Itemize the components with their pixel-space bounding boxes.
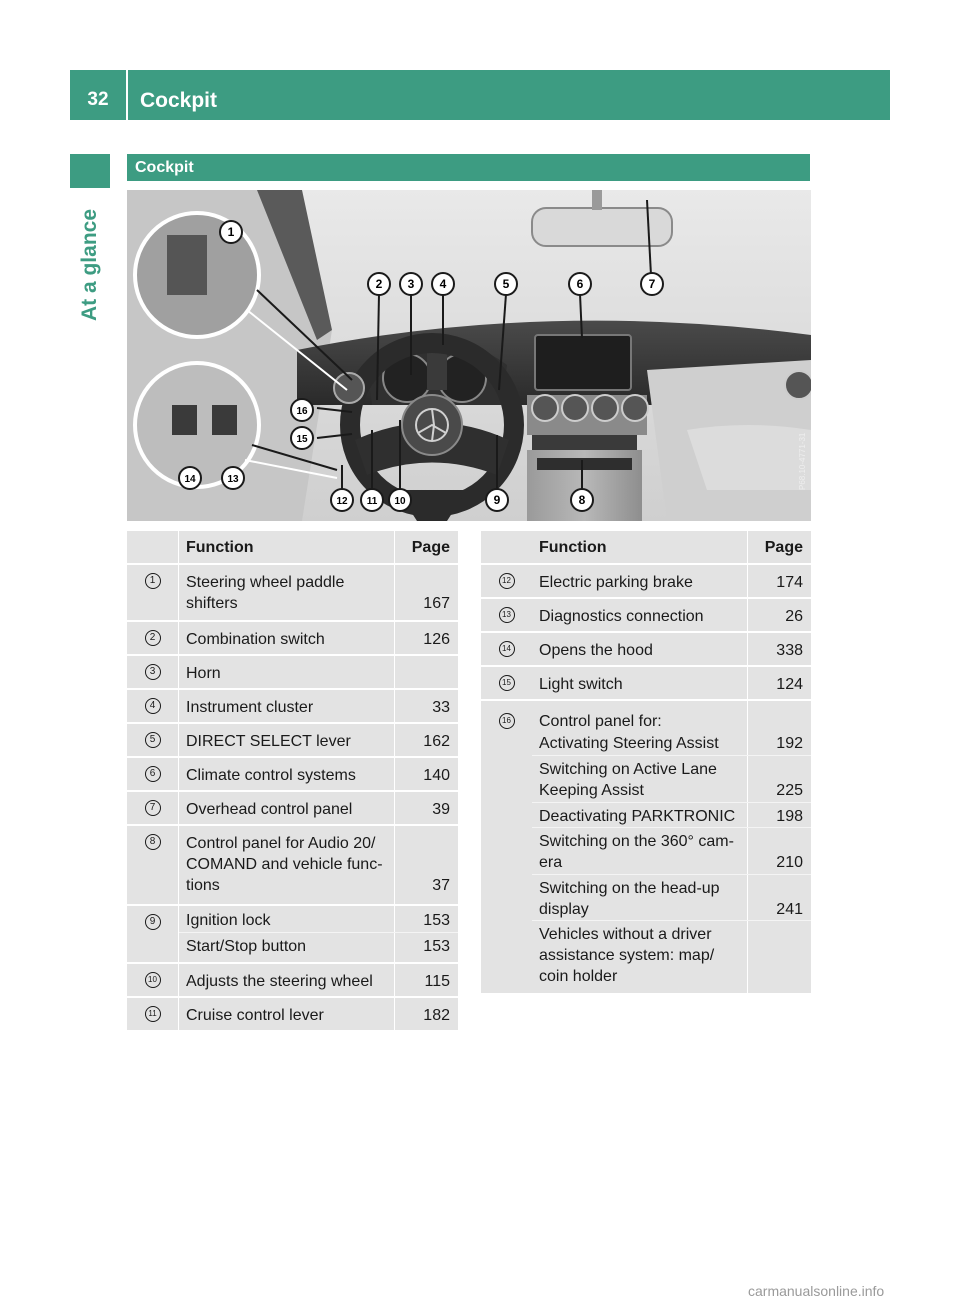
cockpit-photo xyxy=(127,190,811,521)
callout-number-16: 16 xyxy=(499,713,515,729)
page-number: 32 xyxy=(87,89,109,110)
header-divider xyxy=(126,70,128,120)
right-row-16-item-5-function: Switching on the head-up display xyxy=(539,880,720,918)
callout-9 xyxy=(486,489,508,511)
svg-text:11: 11 xyxy=(366,496,378,507)
svg-text:13: 13 xyxy=(227,474,239,485)
right-row-12-function: Electric parking brake xyxy=(539,574,693,591)
left-row-2-function: Combination switch xyxy=(186,631,325,648)
right-row-16-num-cell xyxy=(481,701,532,993)
left-row-10-function: Adjusts the steering wheel xyxy=(186,973,373,990)
right-row-16-item-3-page: 198 xyxy=(776,808,803,825)
section-title-bar xyxy=(127,154,810,181)
left-row-9-function: Ignition lock xyxy=(186,912,271,929)
callout-number-15: 15 xyxy=(499,675,515,691)
right-row-16-item-3-function: Deactivating PARKTRONIC xyxy=(539,808,736,825)
svg-text:6: 6 xyxy=(576,277,584,291)
left-row-11-page: 182 xyxy=(423,1007,450,1024)
right-row-16-item-2-function: Switching on Active Lane Keeping Assist xyxy=(539,761,717,799)
svg-text:9: 9 xyxy=(493,493,501,507)
right-row-16-separator-1 xyxy=(532,755,811,756)
callout-4 xyxy=(432,273,454,295)
left-row-8-function: Control panel for Audio 20/ COMAND and vehicle func- tions xyxy=(186,835,383,894)
callout-number-5: 5 xyxy=(145,732,161,748)
right-row-16-item-1-function: Activating Steering Assist xyxy=(539,735,719,752)
right-row-14-function: Opens the hood xyxy=(539,642,653,659)
svg-text:4: 4 xyxy=(439,277,447,291)
right-row-16-item-2-page: 225 xyxy=(776,782,803,799)
left-row-9-sub-page: 153 xyxy=(423,938,450,955)
right-header-num-cell xyxy=(481,531,532,563)
svg-text:1: 1 xyxy=(227,225,235,239)
left-row-9-sub-function: Start/Stop button xyxy=(186,938,307,955)
callout-number-4: 4 xyxy=(145,698,161,714)
callout-15 xyxy=(291,427,313,449)
right-row-16-item-4-function: Switching on the 360° cam- era xyxy=(539,833,734,871)
callout-6 xyxy=(569,273,591,295)
callout-11 xyxy=(361,489,383,511)
section-title: Cockpit xyxy=(135,159,194,176)
left-row-1-page: 167 xyxy=(423,595,450,612)
right-row-16-separator-3 xyxy=(532,827,811,828)
right-row-16-item-5-page: 241 xyxy=(776,901,803,918)
svg-text:10: 10 xyxy=(394,496,406,507)
left-row-5-page: 162 xyxy=(423,733,450,750)
callout-10 xyxy=(389,489,411,511)
left-row-4-function: Instrument cluster xyxy=(186,699,314,716)
callout-number-10: 10 xyxy=(145,972,161,988)
right-row-16-item-4-page: 210 xyxy=(776,854,803,871)
page-title: Cockpit xyxy=(140,89,218,112)
side-tab-text: At a glance xyxy=(78,208,101,322)
right-row-16-item-1-page: 192 xyxy=(776,735,803,752)
right-row-16-intro: Control panel for: xyxy=(539,713,662,730)
svg-text:14: 14 xyxy=(184,474,196,485)
svg-text:5: 5 xyxy=(502,277,510,291)
callout-5 xyxy=(495,273,517,295)
callout-8 xyxy=(571,489,593,511)
callout-number-12: 12 xyxy=(499,573,515,589)
callout-number-8: 8 xyxy=(145,834,161,850)
left-header-function: Function xyxy=(186,539,254,556)
right-row-16-separator-5 xyxy=(532,920,811,921)
left-row-7-function: Overhead control panel xyxy=(186,801,353,818)
right-row-12-page: 174 xyxy=(776,574,803,591)
left-row-5-function: DIRECT SELECT lever xyxy=(186,733,351,750)
right-header-function: Function xyxy=(539,539,607,556)
right-row-14-page: 338 xyxy=(776,642,803,659)
svg-text:2: 2 xyxy=(375,277,383,291)
right-row-13-page: 26 xyxy=(785,608,803,625)
svg-text:16: 16 xyxy=(296,406,308,417)
callout-3 xyxy=(400,273,422,295)
watermark: carmanualsonline.info xyxy=(748,1283,885,1299)
right-row-16-separator-4 xyxy=(532,874,811,875)
right-row-15-page: 124 xyxy=(776,676,803,693)
side-tab-label xyxy=(70,190,110,340)
figure-code: P68.10-4771-31 xyxy=(798,432,807,490)
callout-number-1: 1 xyxy=(145,573,161,589)
callout-number-6: 6 xyxy=(145,766,161,782)
left-row-6-page: 140 xyxy=(423,767,450,784)
svg-text:3: 3 xyxy=(407,277,415,291)
svg-text:12: 12 xyxy=(336,496,348,507)
callout-number-14: 14 xyxy=(499,641,515,657)
left-row-3-function: Horn xyxy=(186,665,221,682)
callout-7 xyxy=(641,273,663,295)
callout-number-11: 11 xyxy=(145,1006,161,1022)
right-row-16-item-6-function: Vehicles without a driver assistance system: map/ coin holder xyxy=(539,926,715,985)
callout-number-13: 13 xyxy=(499,607,515,623)
left-header-num-cell xyxy=(127,531,178,563)
callout-12 xyxy=(331,489,353,511)
svg-text:15: 15 xyxy=(296,434,308,445)
callout-1 xyxy=(220,221,242,243)
side-tab-marker xyxy=(70,154,110,188)
left-row-4-page: 33 xyxy=(432,699,450,716)
callout-number-3: 3 xyxy=(145,664,161,680)
left-row-7-page: 39 xyxy=(432,801,450,818)
callout-2 xyxy=(368,273,390,295)
callout-number-2: 2 xyxy=(145,630,161,646)
callout-number-9: 9 xyxy=(145,914,161,930)
left-row-11-function: Cruise control lever xyxy=(186,1007,324,1024)
left-header-page: Page xyxy=(411,539,450,556)
left-row-6-function: Climate control systems xyxy=(186,767,356,784)
left-row-2-page: 126 xyxy=(423,631,450,648)
right-row-15-function: Light switch xyxy=(539,676,623,693)
cockpit-illustration xyxy=(127,190,811,521)
callout-13 xyxy=(222,467,244,489)
left-row-9-separator xyxy=(179,932,458,933)
callout-16 xyxy=(291,399,313,421)
left-row-3-page-cell xyxy=(395,656,458,688)
left-row-1-function: Steering wheel paddle shifters xyxy=(186,574,345,612)
right-row-16-separator-2 xyxy=(532,802,811,803)
callout-number-7: 7 xyxy=(145,800,161,816)
left-row-10-page: 115 xyxy=(424,973,450,990)
left-row-8-page: 37 xyxy=(432,877,450,894)
right-row-13-function: Diagnostics connection xyxy=(539,608,704,625)
right-header-page: Page xyxy=(764,539,803,556)
svg-text:7: 7 xyxy=(648,277,656,291)
left-row-9-page: 153 xyxy=(423,912,450,929)
callout-14 xyxy=(179,467,201,489)
svg-text:8: 8 xyxy=(578,493,586,507)
